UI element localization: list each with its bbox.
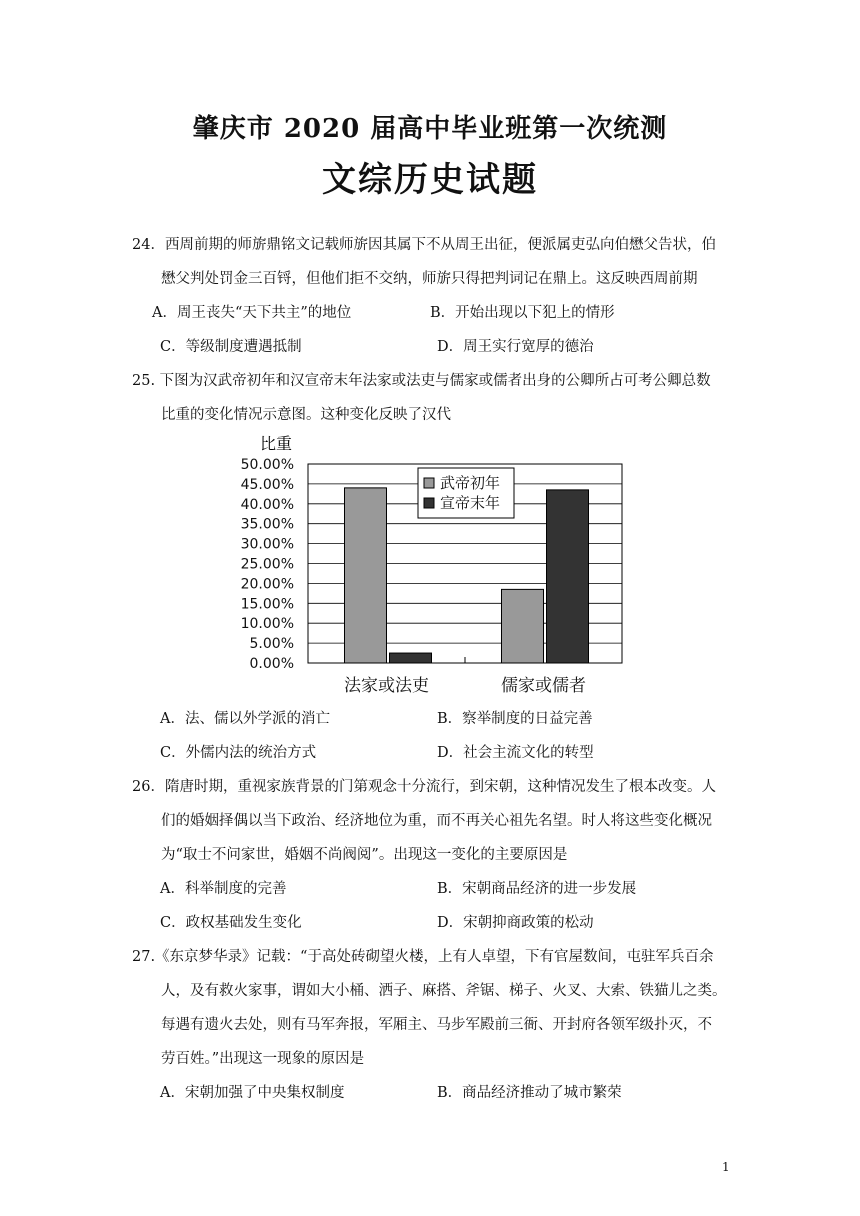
y-tick-label: 20.00% — [240, 576, 294, 593]
q26-option-b: B．宋朝商品经济的进一步发展 — [437, 881, 637, 897]
y-tick-label: 30.00% — [240, 536, 294, 553]
q27-line-3: 每遇有遗火去处，则有马军奔报，军厢主、马步军殿前三衙、开封府各领军级扑灭，不 — [161, 1017, 712, 1033]
q27-line-1: 27.《东京梦华录》记载：“于高处砖砌望火楼，上有人卓望，下有官屋数间，屯驻军兵百余 — [132, 949, 714, 965]
q25-line-1: 25. 下图为汉武帝初年和汉宣帝末年法家或法吏与儒家或儒者出身的公卿所占可考公卿总数 — [132, 373, 711, 389]
q24-option-a: A．周王丧失“天下共主”的地位 — [152, 305, 352, 321]
page-subtitle: 文综历史试题 — [322, 160, 538, 200]
y-tick-label: 15.00% — [240, 596, 294, 613]
q25-option-b: B．察举制度的日益完善 — [437, 711, 593, 727]
y-tick-label: 5.00% — [249, 636, 294, 653]
y-tick-label: 0.00% — [249, 656, 294, 672]
q24-line-2: 懋父判处罚金三百锊，但他们拒不交纳，师旂只得把判词记在鼎上。这反映西周前期 — [161, 271, 698, 287]
q25-option-d: D．社会主流文化的转型 — [437, 745, 594, 761]
x-tick-label: 儒家或儒者 — [501, 676, 586, 696]
legend-swatch — [424, 498, 434, 508]
legend-label: 宣帝末年 — [440, 494, 501, 512]
bar-宣帝末年-法家或法吏 — [390, 653, 432, 663]
y-axis-label: 比重 — [260, 434, 293, 453]
q24-option-c: C．等级制度遭遇抵制 — [160, 339, 302, 355]
y-tick-label: 10.00% — [240, 616, 294, 633]
bar-宣帝末年-儒家或儒者 — [547, 490, 589, 663]
q25-option-c: C．外儒内法的统治方式 — [160, 745, 317, 761]
q24-option-d: D．周王实行宽厚的德治 — [437, 339, 594, 355]
q25-option-a: A．法、儒以外学派的消亡 — [160, 711, 330, 727]
q24-option-b: B．开始出现以下犯上的情形 — [430, 305, 615, 321]
bar-武帝初年-法家或法吏 — [345, 488, 387, 663]
q25-line-2: 比重的变化情况示意图。这种变化反映了汉代 — [161, 407, 451, 423]
legend-label: 武帝初年 — [440, 474, 501, 492]
y-tick-label: 25.00% — [240, 556, 294, 573]
q27-line-2: 人，及有救火家事，谓如大小桶、洒子、麻搭、斧锯、梯子、火叉、大索、铁猫儿之类。 — [161, 983, 727, 999]
q26-line-2: 们的婚姻择偶以当下政治、经济地位为重，而不再关心祖先名望。时人将这些变化概况 — [161, 813, 712, 829]
q24-line-1: 24．西周前期的师旂鼎铭文记载师旂因其属下不从周王出征，便派属吏弘向伯懋父告状，伯 — [132, 237, 716, 253]
q27-option-a: A．宋朝加强了中央集权制度 — [160, 1085, 345, 1101]
y-tick-label: 45.00% — [240, 476, 294, 493]
q26-line-1: 26．隋唐时期，重视家族背景的门第观念十分流行，到宋朝，这种情况发生了根本改变。人 — [132, 779, 716, 795]
y-tick-label: 35.00% — [240, 516, 294, 533]
q26-option-c: C．政权基础发生变化 — [160, 915, 302, 931]
y-tick-label: 50.00% — [240, 457, 294, 473]
q27-line-4: 劳百姓。”出现这一现象的原因是 — [161, 1051, 365, 1067]
q26-line-3: 为“取士不问家世，婚姻不尚阀阅”。出现这一变化的主要原因是 — [161, 847, 568, 863]
bar-武帝初年-儒家或儒者 — [502, 589, 544, 663]
page-number: 1 — [722, 1160, 730, 1174]
x-tick-label: 法家或法吏 — [344, 676, 429, 696]
q27-option-b: B．商品经济推动了城市繁荣 — [437, 1085, 622, 1101]
page-title: 肇庆市 2020 届高中毕业班第一次统测 — [192, 114, 668, 144]
bar-chart — [230, 430, 650, 702]
q26-option-d: D．宋朝抑商政策的松动 — [437, 915, 594, 931]
q26-option-a: A．科举制度的完善 — [160, 881, 287, 897]
y-tick-label: 40.00% — [240, 496, 294, 513]
legend-swatch — [424, 478, 434, 488]
